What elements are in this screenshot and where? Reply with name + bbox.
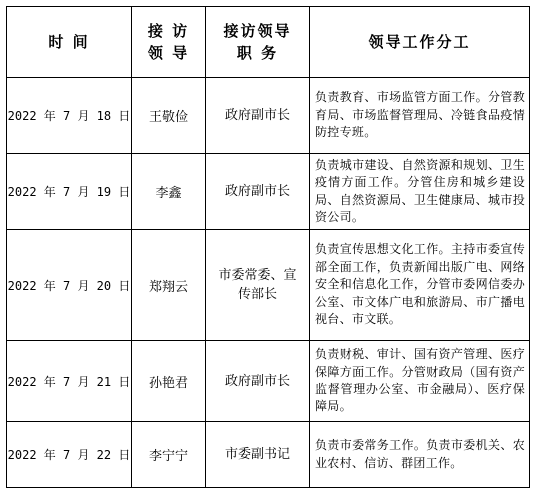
header-work: 领导工作分工 [310, 7, 530, 78]
table-row [7, 422, 530, 488]
cell-leader: 郑翔云 [132, 230, 206, 341]
header-row [7, 7, 530, 78]
cell-post [206, 78, 310, 154]
cell-work: 负责财税、审计、国有资产管理、医疗保障方面工作。分管财政局（国有资产监督管理办公室、市金融局）、医疗保障局。 [310, 341, 530, 422]
table-row [7, 154, 530, 230]
table-header [7, 7, 530, 78]
cell-post [206, 154, 310, 230]
cell-time: 2022 年 7 月 21 日 [7, 341, 132, 422]
cell-post [206, 422, 310, 488]
cell-time: 2022 年 7 月 19 日 [7, 154, 132, 230]
cell-work: 负责宣传思想文化工作。主持市委宣传部全面工作，负责新闻出版广电、网络安全和信息化工作，分管市委网信委办公室、市文体广电和旅游局、市广播电视台、市文联。 [310, 230, 530, 341]
header-leader-line1: 接 访 [147, 22, 190, 40]
cell-time: 2022 年 7 月 22 日 [7, 422, 132, 488]
cell-post [206, 230, 310, 341]
header-time: 时 间 [7, 7, 132, 78]
table-row [7, 78, 530, 154]
reception-schedule-table [6, 6, 530, 488]
cell-work: 负责教育、市场监管方面工作。分管教育局、市场监督管理局、冷链食品疫情防控专班。 [310, 78, 530, 154]
post-text: 政府副市长 [224, 108, 290, 123]
cell-time: 2022 年 7 月 20 日 [7, 230, 132, 341]
cell-work: 负责城市建设、自然资源和规划、卫生疫情方面工作。分管住房和城乡建设局、自然资源局、卫生健康局、城市投资公司。 [310, 154, 530, 230]
post-text: 政府副市长 [224, 184, 290, 199]
cell-post [206, 341, 310, 422]
header-post-line2: 职 务 [236, 44, 279, 62]
post-text: 政府副市长 [224, 373, 290, 389]
cell-work: 负责市委常务工作。负责市委机关、农业农村、信访、群团工作。 [310, 422, 530, 488]
cell-leader: 孙艳君 [132, 341, 206, 422]
header-leader-line2: 领 导 [147, 44, 190, 62]
header-post [206, 7, 310, 78]
header-post-line1: 接访领导 [223, 22, 292, 40]
post-text: 市委常委、宣传部长 [218, 268, 297, 302]
table-body [7, 78, 530, 488]
table-row [7, 230, 530, 341]
table-row [7, 341, 530, 422]
post-text: 市委副书记 [224, 447, 290, 462]
cell-time: 2022 年 7 月 18 日 [7, 78, 132, 154]
cell-leader: 李鑫 [132, 154, 206, 230]
header-leader [132, 7, 206, 78]
cell-leader: 李宁宁 [132, 422, 206, 488]
cell-leader: 王敬俭 [132, 78, 206, 154]
